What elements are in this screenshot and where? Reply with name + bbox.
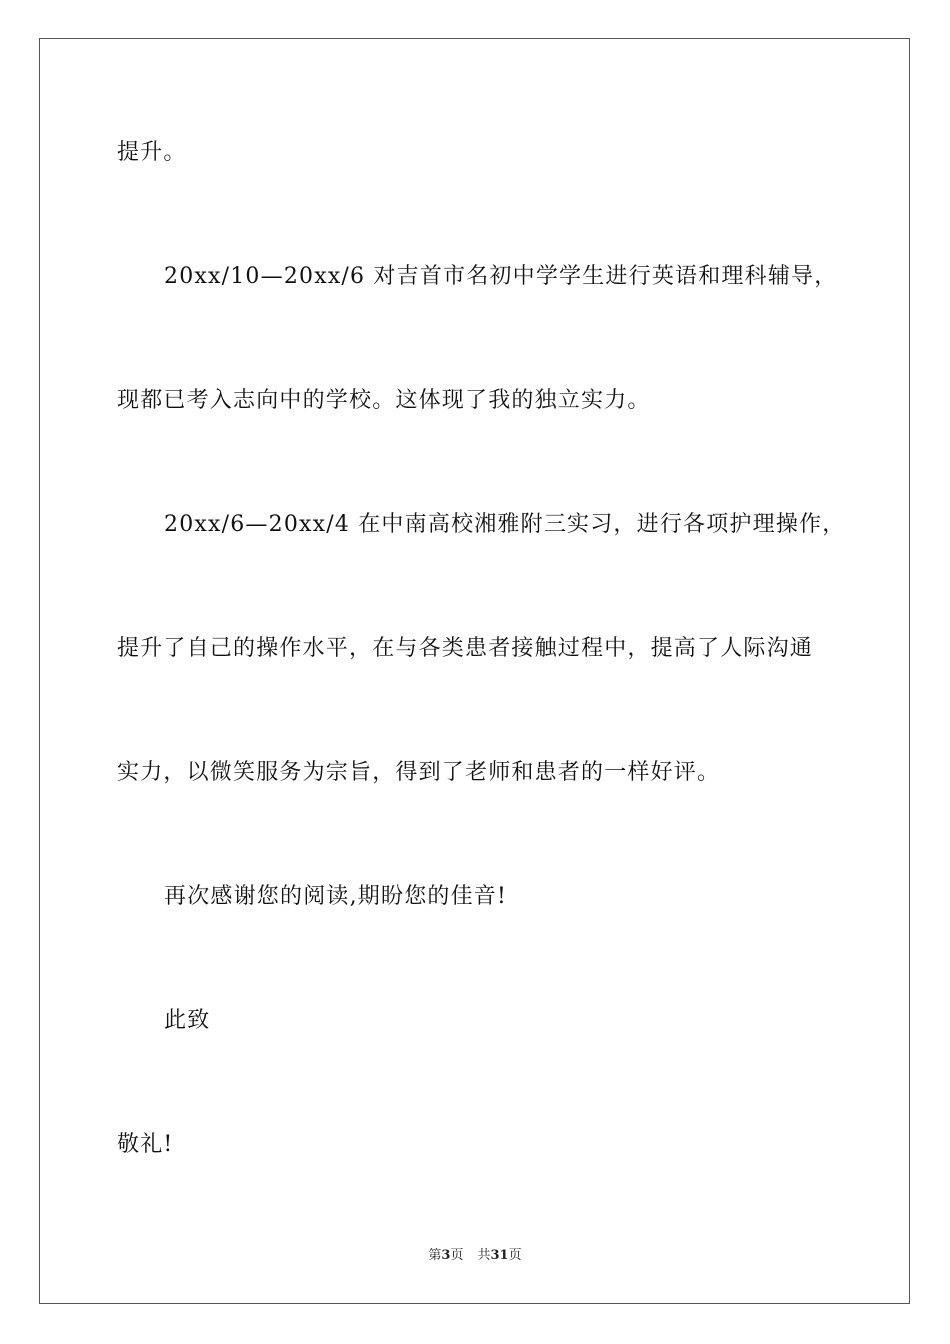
text-line-6: 实力，以微笑服务为宗旨，得到了老师和患者的一样好评。 <box>117 760 721 785</box>
text-line-5: 提升了自己的操作水平，在与各类患者接触过程中，提高了人际沟通 <box>117 636 814 661</box>
page-suffix: 页 <box>450 1248 464 1263</box>
page-prefix: 第 <box>428 1248 442 1263</box>
closing-salutation: 此致 <box>164 1008 211 1033</box>
page-border <box>39 38 910 1304</box>
total-pages: 31 <box>490 1248 509 1263</box>
text-line-3: 现都已考入志向中的学校。这体现了我的独立实力。 <box>117 388 651 413</box>
closing-regards: 敬礼! <box>117 1132 174 1157</box>
text-line-4: 20xx/6—20xx/4 在中南高校湘雅附三实习，进行各项护理操作， <box>164 512 846 537</box>
text-line-1: 提升。 <box>117 140 187 165</box>
text-line-7: 再次感谢您的阅读,期盼您的佳音! <box>164 884 508 909</box>
page-footer <box>0 1247 950 1265</box>
text-line-2: 20xx/10—20xx/6 对吉首市名初中学学生进行英语和理科辅导， <box>164 264 838 289</box>
total-suffix: 页 <box>508 1248 522 1263</box>
total-prefix: 共 <box>477 1248 491 1263</box>
page-number: 3 <box>441 1248 451 1263</box>
